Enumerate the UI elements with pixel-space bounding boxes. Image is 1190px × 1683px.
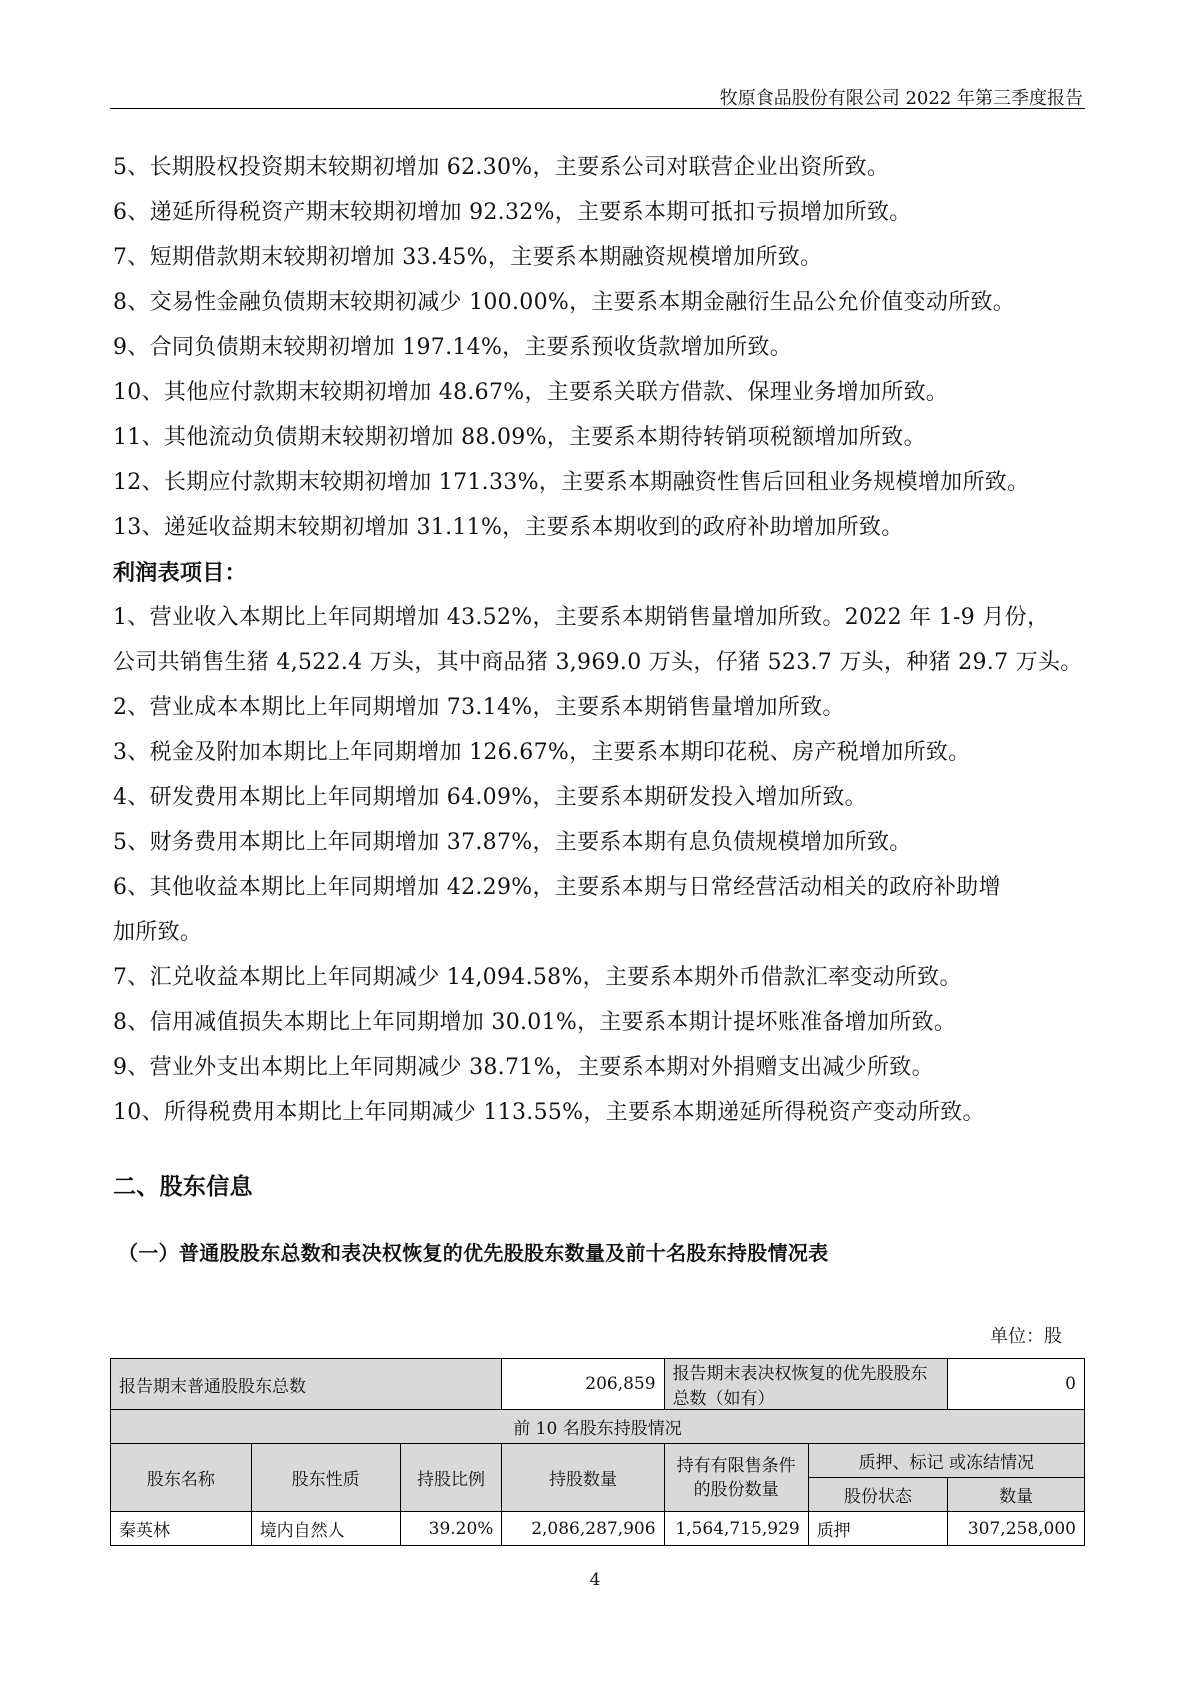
col-pledge: 质押、标记 或冻结情况 (808, 1444, 1084, 1478)
table-row (111, 1410, 1085, 1444)
top10-label: 前 10 名股东持股情况 (111, 1410, 1085, 1444)
holder-nature: 境内自然人 (251, 1512, 400, 1546)
total-holders-value: 206,859 (502, 1359, 664, 1410)
holder-restricted: 1,564,715,929 (664, 1512, 808, 1546)
profit-line: 7、汇兑收益本期比上年同期减少 14,094.58%，主要系本期外币借款汇率变动所致。 (113, 965, 962, 990)
holder-name: 秦英林 (111, 1512, 252, 1546)
holder-ratio: 39.20% (400, 1512, 502, 1546)
table-row (111, 1512, 1085, 1546)
holder-amount: 307,258,000 (948, 1512, 1085, 1546)
col-name: 股东名称 (111, 1444, 252, 1512)
col-ratio: 持股比例 (400, 1444, 502, 1512)
pref-holders-value: 0 (948, 1359, 1085, 1410)
page-number: 4 (589, 1570, 601, 1590)
balance-item: 6、递延所得税资产期末较期初增加 92.32%，主要系本期可抵扣亏损增加所致。 (113, 200, 912, 225)
holder-qty: 2,086,287,906 (502, 1512, 664, 1546)
section-title: 二、股东信息 (113, 1173, 253, 1200)
profit-line: 6、其他收益本期比上年同期增加 42.29%，主要系本期与日常经营活动相关的政府补助增 (113, 875, 1001, 900)
profit-line: 公司共销售生猪 4,522.4 万头，其中商品猪 3,969.0 万头，仔猪 523.7 万头，种猪 29.7 万头。 (113, 650, 1083, 675)
balance-item: 8、交易性金融负债期末较期初减少 100.00%，主要系本期金融衍生品公允价值变动所致。 (113, 290, 1016, 315)
col-amount: 数量 (948, 1478, 1085, 1512)
section-subtitle: （一）普通股股东总数和表决权恢复的优先股股东数量及前十名股东持股情况表 (118, 1241, 829, 1265)
table-row (111, 1359, 1085, 1410)
profit-line: 8、信用减值损失本期比上年同期增加 30.01%，主要系本期计提坏账准备增加所致。 (113, 1010, 957, 1035)
balance-item: 13、递延收益期末较期初增加 31.11%，主要系本期收到的政府补助增加所致。 (113, 515, 904, 540)
col-restricted: 持有有限售条件的股份数量 (664, 1444, 808, 1512)
col-status: 股份状态 (808, 1478, 948, 1512)
profit-heading: 利润表项目： (113, 560, 247, 586)
pref-holders-label: 报告期末表决权恢复的优先股股东总数（如有） (664, 1359, 948, 1410)
profit-line: 4、研发费用本期比上年同期增加 64.09%，主要系本期研发投入增加所致。 (113, 785, 867, 810)
profit-line: 1、营业收入本期比上年同期增加 43.52%，主要系本期销售量增加所致。2022 年 1-9 月份， (113, 605, 1050, 630)
profit-line: 10、所得税费用本期比上年同期减少 113.55%，主要系本期递延所得税资产变动所致。 (113, 1100, 985, 1125)
balance-item: 10、其他应付款期末较期初增加 48.67%，主要系关联方借款、保理业务增加所致。 (113, 380, 949, 405)
col-nature: 股东性质 (251, 1444, 400, 1512)
balance-item: 12、长期应付款期末较期初增加 171.33%，主要系本期融资性售后回租业务规模增加所致。 (113, 470, 1030, 495)
col-qty: 持股数量 (502, 1444, 664, 1512)
profit-line: 9、营业外支出本期比上年同期减少 38.71%，主要系本期对外捐赠支出减少所致。 (113, 1055, 934, 1080)
unit-label: 单位：股 (990, 1326, 1062, 1347)
profit-line: 加所致。 (113, 920, 203, 945)
table-header-row (111, 1444, 1085, 1478)
balance-item: 7、短期借款期末较期初增加 33.45%，主要系本期融资规模增加所致。 (113, 245, 823, 270)
shareholder-table (110, 1358, 1085, 1546)
header-title: 牧原食品股份有限公司 2022 年第三季度报告 (719, 88, 1083, 109)
holder-status: 质押 (808, 1512, 948, 1546)
profit-line: 5、财务费用本期比上年同期增加 37.87%，主要系本期有息负债规模增加所致。 (113, 830, 912, 855)
balance-item: 11、其他流动负债期末较期初增加 88.09%，主要系本期待转销项税额增加所致。 (113, 425, 926, 450)
profit-line: 2、营业成本本期比上年同期增加 73.14%，主要系本期销售量增加所致。 (113, 695, 845, 720)
total-holders-label: 报告期末普通股股东总数 (111, 1359, 502, 1410)
balance-item: 5、长期股权投资期末较期初增加 62.30%，主要系公司对联营企业出资所致。 (113, 155, 890, 180)
page-header (110, 78, 1085, 109)
balance-item: 9、合同负债期末较期初增加 197.14%，主要系预收货款增加所致。 (113, 335, 793, 360)
profit-line: 3、税金及附加本期比上年同期增加 126.67%，主要系本期印花税、房产税增加所致。 (113, 740, 971, 765)
